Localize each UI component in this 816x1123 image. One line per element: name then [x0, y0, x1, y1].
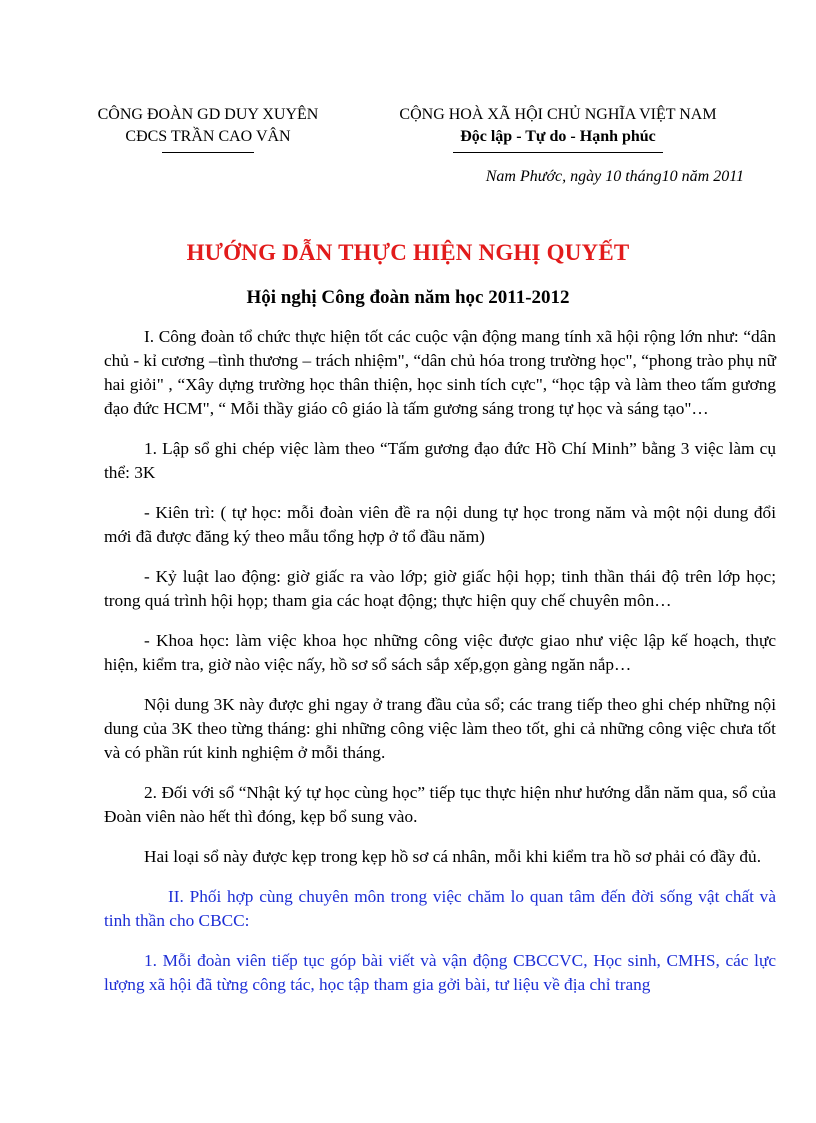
org-name: CÔNG ĐOÀN GD DUY XUYÊN [97, 106, 319, 123]
paragraph-hai-loai-so: Hai loại sổ này được kẹp trong kẹp hồ sơ cá nhân, mỗi khi kiểm tra hồ sơ phải có đầy đủ. [144, 847, 762, 866]
nation-name: CỘNG HOÀ XÃ HỘI CHỦ NGHĨA VIỆT NAM [399, 106, 717, 123]
document-subtitle: Hội nghị Công đoàn năm học 2011-2012 [246, 287, 570, 308]
org-branch: CĐCS TRẦN CAO VÂN [125, 128, 291, 145]
motto-underline [453, 152, 663, 153]
paragraph-kien-tri: - Kiên trì: ( tự học: mỗi đoàn viên đề ra nội dung tự học trong năm và một nội dung đổi mới đã được đăng ký theo mẫu tổng hợp ở tổ đầu năm) [104, 503, 776, 546]
paragraph-section-ii: II. Phối hợp cùng chuyên môn trong việc chăm lo quan tâm đến đời sống vật chất và tinh thần cho CBCC: [104, 887, 776, 930]
paragraph-noi-dung-3k: Nội dung 3K này được ghi ngay ở trang đầu của sổ; các trang tiếp theo ghi chép những nội dung của 3K theo từng tháng: ghi những công việc làm theo tốt, ghi cả những công việc chưa tốt và có phần rút kinh nghiệm ở mỗi tháng. [104, 695, 776, 762]
paragraph-section-i: I. Công đoàn tổ chức thực hiện tốt các cuộc vận động mang tính xã hội rộng lớn như: “dân chủ - kỉ cương –tình thương – trách nhiệm", “dân chủ hóa trong trường học", “phong trào phụ nữ hai giỏi" , “Xây dựng trường học thân thiện, học sinh tích cực", “học tập và làm theo tấm gương đạo đức HCM", “ Mỗi thầy giáo cô giáo là tấm gương sáng trong tự học và sáng tạo"… [104, 327, 776, 418]
paragraph-section-ii-item-1: 1. Mỗi đoàn viên tiếp tục góp bài viết và vận động CBCCVC, Học sinh, CMHS, các lực lượng xã hội đã từng công tác, học tập tham gia gởi bài, tư liệu về địa chỉ trang [104, 951, 776, 994]
paragraph-ky-luat: - Kỷ luật lao động: giờ giấc ra vào lớp; giờ giấc hội họp; tinh thần thái độ trên lớp học; trong quá trình hội họp; tham gia các hoạt động; thực hiện quy chế chuyên môn… [104, 567, 776, 610]
paragraph-item-1: 1. Lập sổ ghi chép việc làm theo “Tấm gương đạo đức Hồ Chí Minh” bằng 3 việc làm cụ thể: 3K [104, 439, 776, 482]
paragraph-khoa-hoc: - Khoa học: làm việc khoa học những công việc được giao như việc lập kế hoạch, thực hiện, kiểm tra, giờ nào việc nấy, hồ sơ sổ sách sắp xếp,gọn gàng ngăn nắp… [104, 631, 776, 674]
dateline: Nam Phước, ngày 10 tháng10 năm 2011 [485, 168, 744, 185]
organization-header [88, 104, 328, 153]
nation-motto: Độc lập - Tự do - Hạnh phúc [460, 128, 656, 145]
org-underline [162, 152, 254, 153]
paragraph-item-2: 2. Đối với sổ “Nhật ký tự học cùng học” tiếp tục thực hiện như hướng dẫn năm qua, sổ của Đoàn viên nào hết thì đóng, kẹp bổ sung vào. [104, 783, 776, 826]
national-header [368, 104, 748, 153]
document-title: HƯỚNG DẪN THỰC HIỆN NGHỊ QUYẾT [186, 240, 630, 265]
document-body [104, 325, 776, 1007]
